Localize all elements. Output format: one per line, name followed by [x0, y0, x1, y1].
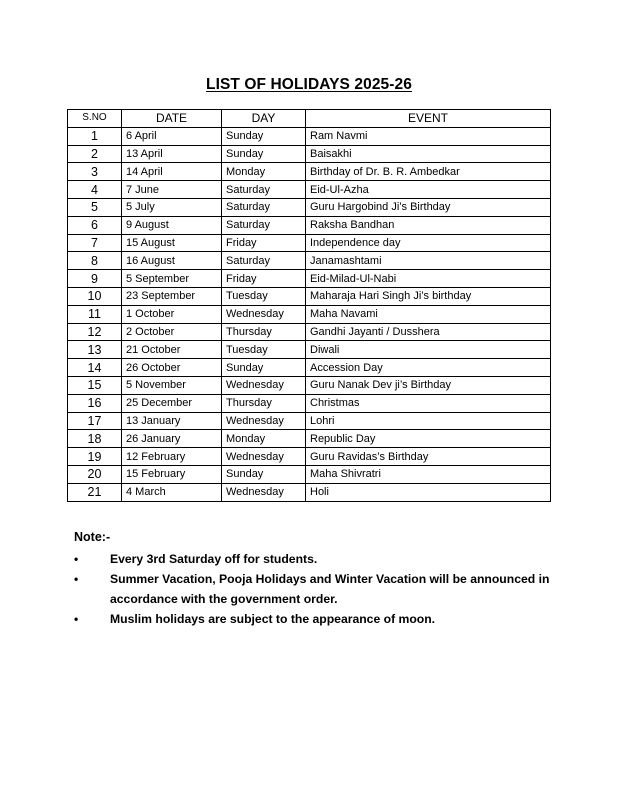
note-heading: Note:-: [74, 530, 111, 544]
cell-event: Gandhi Jayanti / Dusshera: [306, 323, 551, 341]
holidays-table: [67, 109, 551, 502]
cell-event: Republic Day: [306, 430, 551, 448]
cell-date: 2 October: [122, 323, 222, 341]
cell-sno: 6: [68, 216, 122, 234]
cell-date: 9 August: [122, 216, 222, 234]
cell-day: Saturday: [222, 252, 306, 270]
table-row: [68, 412, 551, 430]
table-row: [68, 145, 551, 163]
column-header-event: EVENT: [306, 110, 551, 128]
note-text: Muslim holidays are subject to the appearance of moon.: [110, 612, 436, 626]
cell-day: Monday: [222, 430, 306, 448]
cell-event: Maha Shivratri: [306, 465, 551, 483]
cell-day: Wednesday: [222, 483, 306, 501]
note-item: [74, 549, 554, 569]
cell-sno: 18: [68, 430, 122, 448]
cell-sno: 8: [68, 252, 122, 270]
cell-day: Wednesday: [222, 376, 306, 394]
cell-day: Sunday: [222, 145, 306, 163]
cell-event: Ram Navmi: [306, 127, 551, 145]
cell-event: Guru Ravidas’s Birthday: [306, 448, 551, 466]
table-row: [68, 323, 551, 341]
column-header-sno: S.NO: [68, 110, 122, 128]
table-row: [68, 359, 551, 377]
cell-day: Friday: [222, 234, 306, 252]
cell-date: 5 November: [122, 376, 222, 394]
table-row: [68, 270, 551, 288]
cell-date: 23 September: [122, 287, 222, 305]
bullet-icon: •: [74, 552, 79, 566]
cell-sno: 13: [68, 341, 122, 359]
cell-day: Wednesday: [222, 305, 306, 323]
cell-sno: 9: [68, 270, 122, 288]
cell-event: Janamashtami: [306, 252, 551, 270]
cell-sno: 10: [68, 287, 122, 305]
cell-day: Wednesday: [222, 412, 306, 430]
cell-day: Saturday: [222, 216, 306, 234]
cell-event: Raksha Bandhan: [306, 216, 551, 234]
cell-date: 5 July: [122, 198, 222, 216]
table-row: [68, 448, 551, 466]
cell-date: 6 April: [122, 127, 222, 145]
table-row: [68, 305, 551, 323]
cell-day: Sunday: [222, 127, 306, 145]
table-row: [68, 198, 551, 216]
cell-date: 4 March: [122, 483, 222, 501]
table-row: [68, 163, 551, 181]
cell-sno: 16: [68, 394, 122, 412]
cell-event: Christmas: [306, 394, 551, 412]
cell-sno: 20: [68, 465, 122, 483]
table-row: [68, 216, 551, 234]
cell-event: Birthday of Dr. B. R. Ambedkar: [306, 163, 551, 181]
cell-day: Friday: [222, 270, 306, 288]
table-header-row: [68, 110, 551, 128]
cell-day: Sunday: [222, 359, 306, 377]
cell-date: 15 February: [122, 465, 222, 483]
cell-date: 26 January: [122, 430, 222, 448]
cell-sno: 5: [68, 198, 122, 216]
cell-date: 21 October: [122, 341, 222, 359]
table-row: [68, 234, 551, 252]
cell-sno: 4: [68, 181, 122, 199]
table-row: [68, 127, 551, 145]
bullet-icon: •: [74, 612, 79, 626]
cell-date: 15 August: [122, 234, 222, 252]
cell-date: 7 June: [122, 181, 222, 199]
cell-date: 13 January: [122, 412, 222, 430]
cell-event: Maha Navami: [306, 305, 551, 323]
cell-day: Sunday: [222, 465, 306, 483]
cell-event: Eid-Milad-Ul-Nabi: [306, 270, 551, 288]
table-row: [68, 376, 551, 394]
cell-sno: 15: [68, 376, 122, 394]
cell-date: 26 October: [122, 359, 222, 377]
cell-event: Diwali: [306, 341, 551, 359]
cell-day: Tuesday: [222, 287, 306, 305]
table-row: [68, 430, 551, 448]
cell-day: Tuesday: [222, 341, 306, 359]
cell-event: Lohri: [306, 412, 551, 430]
cell-event: Baisakhi: [306, 145, 551, 163]
note-text: Summer Vacation, Pooja Holidays and Winter Vacation will be announced in accordance with the government order.: [110, 572, 550, 606]
cell-sno: 7: [68, 234, 122, 252]
cell-date: 16 August: [122, 252, 222, 270]
note-item: [74, 609, 554, 629]
cell-event: Guru Hargobind Ji’s Birthday: [306, 198, 551, 216]
cell-sno: 3: [68, 163, 122, 181]
note-text: Every 3rd Saturday off for students.: [110, 552, 318, 566]
cell-event: Holi: [306, 483, 551, 501]
table-row: [68, 465, 551, 483]
table-row: [68, 341, 551, 359]
cell-day: Wednesday: [222, 448, 306, 466]
cell-sno: 11: [68, 305, 122, 323]
cell-day: Thursday: [222, 323, 306, 341]
page-title: LIST OF HOLIDAYS 2025-26: [206, 76, 412, 93]
cell-sno: 14: [68, 359, 122, 377]
holidays-table-body: [68, 127, 551, 501]
cell-event: Eid-Ul-Azha: [306, 181, 551, 199]
cell-event: Guru Nanak Dev ji’s Birthday: [306, 376, 551, 394]
cell-day: Monday: [222, 163, 306, 181]
table-row: [68, 287, 551, 305]
cell-sno: 12: [68, 323, 122, 341]
table-row: [68, 394, 551, 412]
cell-event: Accession Day: [306, 359, 551, 377]
table-row: [68, 181, 551, 199]
column-header-day: DAY: [222, 110, 306, 128]
notes-list: [74, 549, 554, 629]
column-header-date: DATE: [122, 110, 222, 128]
cell-date: 13 April: [122, 145, 222, 163]
bullet-icon: •: [74, 572, 79, 586]
cell-event: Independence day: [306, 234, 551, 252]
cell-date: 25 December: [122, 394, 222, 412]
cell-date: 1 October: [122, 305, 222, 323]
cell-sno: 1: [68, 127, 122, 145]
cell-date: 14 April: [122, 163, 222, 181]
note-item: [74, 569, 554, 609]
table-row: [68, 483, 551, 501]
cell-sno: 17: [68, 412, 122, 430]
cell-date: 12 February: [122, 448, 222, 466]
cell-sno: 2: [68, 145, 122, 163]
cell-sno: 21: [68, 483, 122, 501]
cell-day: Thursday: [222, 394, 306, 412]
cell-date: 5 September: [122, 270, 222, 288]
table-row: [68, 252, 551, 270]
cell-sno: 19: [68, 448, 122, 466]
cell-event: Maharaja Hari Singh Ji’s birthday: [306, 287, 551, 305]
cell-day: Saturday: [222, 181, 306, 199]
cell-day: Saturday: [222, 198, 306, 216]
